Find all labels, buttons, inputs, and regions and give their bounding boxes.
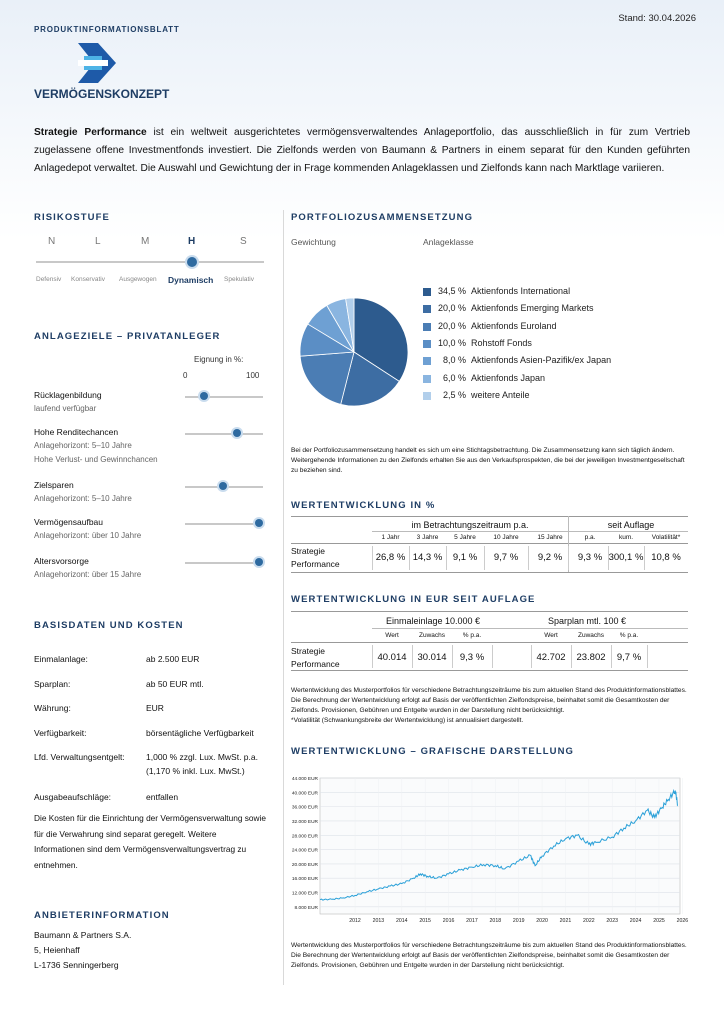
chart-y-tick-label: 16.000 EUR (291, 877, 318, 883)
chart-x-tick-label: 2023 (606, 918, 618, 924)
document-date: Stand: 30.04.2026 (618, 13, 696, 24)
perf-eur-value: 42.702 (536, 652, 566, 663)
goal-slider-track[interactable] (185, 523, 263, 525)
intro-paragraph (34, 124, 690, 178)
legend-name: Aktienfonds Asien-Pazifik/ex Japan (471, 355, 612, 366)
document-type: PRODUKTINFORMATIONSBLATT (34, 25, 180, 34)
chart-y-tick-label: 36.000 EUR (291, 805, 318, 811)
chart-x-tick-label: 2025 (653, 918, 665, 924)
risk-letter-h: H (188, 236, 196, 247)
basis-value: EUR (146, 703, 164, 713)
goal-slider-thumb[interactable] (255, 558, 263, 566)
column-divider (283, 210, 284, 985)
rule (291, 642, 688, 643)
rule (647, 645, 648, 668)
goals-section-title: ANLAGEZIELE – PRIVATANLEGER (34, 331, 221, 342)
perf-eur-header: Zuwachs (577, 632, 604, 639)
perf-eur-value: 23.802 (576, 652, 606, 663)
perf-pct-header: 1 Jahr (381, 534, 400, 541)
legend-name: Rohstoff Fonds (471, 337, 532, 348)
rule (571, 645, 572, 668)
perf-eur-row-label-2: Performance (291, 659, 340, 669)
perf-pct-row-label-2: Performance (291, 559, 340, 569)
rule (446, 546, 447, 570)
legend-pct: 34,5 % (437, 286, 466, 296)
goal-title: Zielsparen (34, 480, 74, 490)
portfolio-section-title: PORTFOLIOZUSAMMENSETZUNG (291, 212, 474, 223)
rule (372, 546, 373, 570)
perf-eur-value: 9,3 % (459, 652, 485, 663)
rule (291, 670, 688, 671)
goal-subtitle: Anlagehorizont: über 10 Jahre (34, 531, 142, 540)
basis-key: Währung: (34, 703, 71, 713)
risk-label-konservativ: Konservativ (71, 276, 105, 283)
risk-letter-m: M (141, 236, 150, 247)
risk-label-spekulativ: Spekulativ (224, 276, 254, 283)
goal-subtitle: Anlagehorizont: über 15 Jahre (34, 570, 142, 579)
risk-label-dynamisch: Dynamisch (168, 275, 214, 285)
basis-note: Die Kosten für die Einrichtung der Vermögensverwaltung sowie für die Verwahrung sind separat geregelt. Weitere Informationen sind dem Vermögensverwaltungsvertrag zu entnehmen. (34, 813, 266, 870)
legend-swatch (423, 375, 431, 383)
basis-value-2: (1,170 % inkl. Lux. MwSt.) (146, 766, 245, 776)
chart-plot-area (320, 778, 680, 914)
rule (372, 628, 688, 629)
provider-line-2: 5, Heienhaff (34, 945, 80, 955)
provider-line-1: Baumann & Partners S.A. (34, 930, 132, 940)
perf-eur-header: Wert (385, 632, 399, 639)
rule (608, 546, 609, 570)
risk-label-defensiv: Defensiv (36, 276, 62, 283)
chart-x-tick-label: 2015 (419, 918, 431, 924)
legend-name: Aktienfonds Emerging Markets (471, 303, 594, 314)
provider-line-3: L-1736 Senningerberg (34, 960, 119, 970)
brand-name: VERMÖGENSKONZEPT (34, 87, 170, 101)
rule (412, 645, 413, 668)
perf-pct-section-title: WERTENTWICKLUNG IN % (291, 500, 436, 511)
legend-pct: 8,0 % (442, 355, 466, 366)
rule (492, 645, 493, 668)
chart-y-tick-label: 44.000 EUR (291, 777, 318, 782)
perf-pct-header: 10 Jahre (493, 534, 519, 541)
goals-scale-max: 100 (246, 371, 260, 380)
rule (291, 572, 688, 573)
perf-pct-header: 15 Jahre (537, 534, 563, 541)
risk-letter-s: S (240, 236, 247, 247)
legend-pct: 10,0 % (437, 337, 466, 348)
perf-pct-value: 14,3 % (412, 552, 443, 563)
risk-letter-n: N (48, 236, 56, 247)
chart-y-tick-label: 24.000 EUR (291, 848, 318, 854)
goal-title: Rücklagenbildung (34, 390, 102, 400)
perf-eur-group-single: Einmaleinlage 10.000 € (385, 616, 481, 626)
chart-x-tick-label: 2019 (512, 918, 525, 924)
goal-slider-thumb[interactable] (255, 519, 263, 527)
chart-note: Wertentwicklung des Musterportfolios für verschiedene Betrachtungszeiträume bis zum aktuellen Stand des Produktinformationsblattes. Die Berechnung der Wertentwicklung erfolgt auf Basis der veröffentlichten Zielfondspreise, beinhaltet somit die Gesamtkosten der Zielfonds. Provisionen, Gebühren und Entgelte wurden in der Darstellung nicht berücksichtigt. (291, 942, 687, 969)
goal-subtitle: laufend verfügbar (34, 404, 97, 413)
chart-x-tick-label: 2014 (396, 918, 408, 924)
basis-value: ab 50 EUR mtl. (146, 679, 204, 689)
perf-pct-group-period: im Betrachtungszeitraum p.a. (411, 520, 529, 530)
legend-pct: 2,5 % (442, 389, 466, 400)
chart-x-tick-label: 2021 (559, 918, 572, 924)
chart-y-tick-label: 28.000 EUR (291, 834, 318, 840)
basis-key: Sparplan: (34, 679, 71, 689)
perf-eur-row-label: Strategie (291, 646, 326, 656)
goal-subtitle: Anlagehorizont: 5–10 Jahre (34, 441, 132, 450)
rule (372, 531, 688, 532)
brand-logo-icon (78, 43, 118, 83)
legend-name: Aktienfonds International (471, 286, 571, 296)
basis-key: Lfd. Verwaltungsentgelt: (34, 752, 125, 762)
legend-pct: 6,0 % (442, 372, 466, 383)
perf-pct-header: p.a. (584, 534, 596, 541)
rule (291, 543, 688, 544)
legend-name: Aktienfonds Japan (471, 372, 546, 383)
goal-subtitle-2: Hohe Verlust- und Gewinnchancen (34, 455, 158, 464)
chart-y-tick-label: 40.000 EUR (291, 791, 318, 797)
goal-title: Vermögensaufbau (34, 517, 103, 527)
perf-eur-value: 40.014 (377, 652, 407, 663)
legend-name: weitere Anteile (471, 389, 530, 400)
goal-slider-thumb[interactable] (200, 392, 208, 400)
legend-swatch (423, 288, 431, 296)
risk-section-title: RISIKOSTUFE (34, 212, 110, 223)
chart-x-tick-label: 2020 (536, 918, 548, 924)
rule (528, 546, 529, 570)
perf-pct-value: 9,1 % (452, 552, 478, 563)
perf-pct-header: kum. (618, 534, 634, 541)
basis-key: Ausgabeaufschläge: (34, 792, 112, 802)
basis-value: 1,000 % zzgl. Lux. MwSt. p.a. (146, 752, 258, 762)
chart-y-tick-label: 32.000 EUR (291, 819, 318, 825)
perf-eur-header: Wert (544, 632, 558, 639)
perf-eur-value: 9,7 % (616, 652, 642, 663)
perf-eur-value: 30.014 (417, 652, 447, 663)
goal-slider-track[interactable] (185, 433, 263, 435)
rule (531, 645, 532, 668)
rule (484, 546, 485, 570)
legend-swatch (423, 323, 431, 331)
goal-subtitle: Anlagehorizont: 5–10 Jahre (34, 494, 132, 503)
volatility-note: *Volatilität (Schwankungsbreite der Wertentwicklung) ist annualisiert dargestellt. (291, 717, 524, 724)
portfolio-pie-chart (298, 296, 410, 408)
basis-value: börsentägliche Verfügbarkeit (146, 728, 254, 738)
legend-swatch (423, 392, 431, 400)
goal-title: Altersvorsorge (34, 556, 89, 566)
risk-slider-track[interactable] (36, 261, 264, 263)
risk-label-ausgewogen: Ausgewogen (119, 276, 157, 283)
rule (372, 645, 373, 668)
perf-eur-note: Wertentwicklung des Musterportfolios für verschiedene Betrachtungszeiträume bis zum aktuellen Stand des Produktinformationsblattes. Die Berechnung der Wertentwicklung erfolgt auf Basis der veröffentlichten Zielfondspreise, beinhaltet somit die Gesamtkosten der Zielfonds. Provisionen, Gebühren und Entgelte wurden in der Darstellung nicht berücksichtigt. (291, 687, 687, 714)
goals-scale-label: Eignung in %: (194, 355, 244, 364)
goal-title: Hohe Renditechancen (34, 427, 119, 437)
goal-slider-thumb[interactable] (219, 482, 227, 490)
rule (644, 546, 645, 570)
chart-y-tick-label: 12.000 EUR (291, 891, 318, 897)
chart-x-tick-label: 2018 (489, 918, 502, 924)
portfolio-col-weight: Gewichtung (291, 237, 336, 247)
goal-slider-thumb[interactable] (233, 429, 241, 437)
basis-value: ab 2.500 EUR (146, 654, 200, 664)
rule (291, 516, 688, 517)
legend-swatch (423, 357, 431, 365)
perf-pct-value: 10,8 % (651, 552, 681, 563)
perf-pct-header: 5 Jahre (454, 534, 476, 541)
portfolio-col-class: Anlageklasse (423, 237, 474, 247)
goal-slider-track[interactable] (185, 562, 263, 564)
chart-x-tick-label: 2013 (372, 918, 385, 924)
rule (291, 611, 688, 612)
perf-pct-value: 9,3 % (577, 552, 603, 563)
legend-swatch (423, 340, 431, 348)
performance-line-chart (290, 772, 690, 932)
chart-x-tick-label: 2022 (583, 918, 595, 924)
perf-pct-row-label: Strategie (291, 546, 326, 556)
rule (409, 546, 410, 570)
perf-pct-header: Volatilität* (651, 534, 681, 541)
basis-key: Verfügbarkeit: (34, 728, 87, 738)
rule (611, 645, 612, 668)
perf-pct-header: 3 Jahre (416, 534, 439, 541)
portfolio-note: Bei der Portfoliozusammensetzung handelt es sich um eine Stichtagsbetrachtung. Die Zusammensetzung kann sich täglich ändern. Weitergehende Informationen zu den Zielfonds erhalten Sie aus den Verkaufsprospekten, die bei der jeweiligen Investmentgesellschaft zu beziehen sind. (291, 447, 685, 474)
basis-section-title: BASISDATEN UND KOSTEN (34, 620, 184, 631)
chart-x-tick-label: 2026 (676, 918, 689, 924)
rule (452, 645, 453, 668)
chart-y-tick-label: 8.000 EUR (294, 905, 318, 911)
perf-pct-value: 26,8 % (375, 552, 406, 563)
perf-pct-value: 9,2 % (537, 552, 563, 563)
intro-text: ist ein weltweit ausgerichtetes vermögensverwaltendes Anlageportfolio, das ausschließlich in für zum Vertrieb zugelassene offene Investmentfonds investiert. Die Zielfonds werden von Baumann & Partners in einem separat für den Kunden geführten Anlagedepot verwaltet. Die Auswahl und Gewichtung der in Frage kommenden Anlageklassen und Zielfonds kann nach Marktlage variieren. (34, 127, 690, 174)
chart-y-tick-label: 20.000 EUR (291, 862, 318, 868)
goal-slider-track[interactable] (185, 396, 263, 398)
chart-section-title: WERTENTWICKLUNG – GRAFISCHE DARSTELLUNG (291, 746, 575, 757)
basis-value: entfallen (146, 792, 179, 802)
chart-x-tick-label: 2016 (442, 918, 455, 924)
perf-eur-header: Zuwachs (418, 632, 445, 639)
legend-pct: 20,0 % (437, 303, 466, 314)
perf-pct-value: 9,7 % (493, 552, 519, 563)
risk-letter-l: L (95, 236, 101, 247)
chart-x-tick-label: 2012 (349, 918, 361, 924)
perf-pct-value: 300,1 % (608, 552, 644, 563)
legend-name: Aktienfonds Euroland (471, 320, 557, 331)
chart-x-tick-label: 2024 (629, 918, 642, 924)
legend-swatch (423, 305, 431, 313)
perf-eur-section-title: WERTENTWICKLUNG IN EUR SEIT AUFLAGE (291, 594, 536, 605)
perf-eur-group-savings: Sparplan mtl. 100 € (547, 616, 627, 626)
basis-key: Einmalanlage: (34, 654, 88, 664)
perf-eur-header: % p.a. (619, 632, 639, 639)
legend-pct: 20,0 % (437, 320, 466, 331)
header-background (0, 0, 724, 240)
perf-eur-header: % p.a. (462, 632, 482, 639)
goals-scale-min: 0 (183, 371, 188, 380)
rule (568, 546, 569, 570)
intro-strategy-name: Strategie Performance (34, 127, 147, 138)
perf-pct-group-inception: seit Auflage (607, 520, 655, 530)
chart-x-tick-label: 2017 (466, 918, 478, 924)
risk-slider-thumb[interactable] (187, 257, 197, 267)
provider-section-title: ANBIETERINFORMATION (34, 910, 170, 921)
